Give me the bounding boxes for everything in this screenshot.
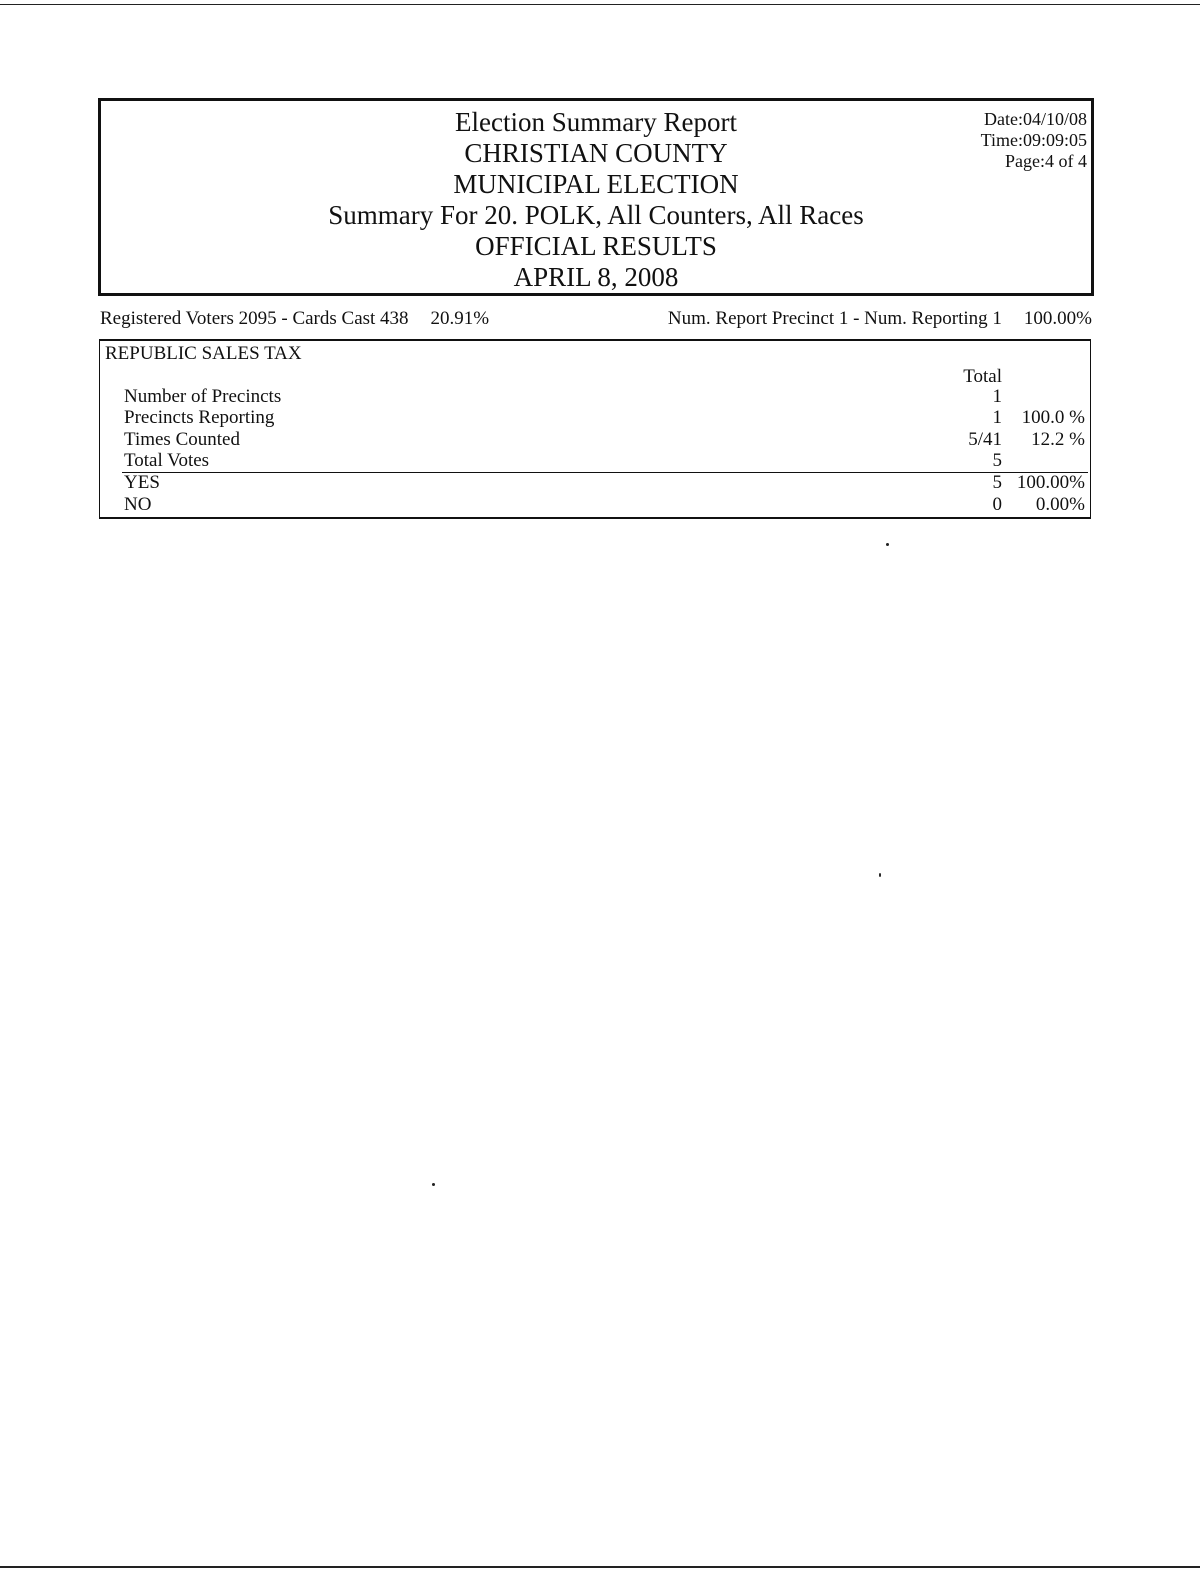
row-value: 1 (992, 407, 1002, 428)
reporting-percent: 100.00% (1023, 308, 1092, 329)
row-label: Number of Precincts (124, 386, 282, 407)
row-label: Total Votes (124, 450, 210, 471)
scan-speck (432, 1183, 435, 1186)
table-row (100, 407, 1090, 428)
turnout-stats (100, 307, 1092, 331)
election-date: APRIL 8, 2008 (513, 262, 679, 292)
table-row (100, 429, 1090, 450)
table-row (100, 386, 1090, 407)
table-row (100, 450, 1090, 471)
turnout-percent: 20.91% (430, 308, 490, 329)
row-percent: 100.00% (1016, 472, 1085, 493)
row-value: 0 (992, 494, 1002, 515)
header-titles (101, 107, 1091, 293)
county-name: CHRISTIAN COUNTY (464, 138, 728, 168)
race-results-box (99, 339, 1091, 519)
top-scan-rule (0, 4, 1200, 5)
row-value: 5 (992, 472, 1002, 493)
report-time: Time:09:09:05 (980, 130, 1087, 150)
header-meta (981, 109, 1087, 172)
registered-cards-text: Registered Voters 2095 - Cards Cast 438 (100, 308, 409, 329)
reporting-text: Num. Report Precinct 1 - Num. Reporting 1 (667, 308, 1002, 329)
row-label: Precincts Reporting (124, 407, 275, 428)
table-row (100, 494, 1090, 515)
row-label: YES (124, 472, 160, 493)
row-percent: 12.2 % (1031, 429, 1085, 450)
bottom-scan-rule (0, 1566, 1200, 1568)
report-header (98, 98, 1094, 296)
results-status: OFFICIAL RESULTS (475, 231, 717, 261)
row-value: 1 (992, 386, 1002, 407)
race-title: REPUBLIC SALES TAX (105, 343, 302, 364)
table-row (100, 472, 1090, 493)
scan-speck (879, 873, 881, 877)
row-label: NO (124, 494, 152, 515)
total-column-header: Total (963, 366, 1002, 387)
scan-speck (886, 543, 889, 546)
row-percent: 0.00% (1035, 494, 1085, 515)
election-name: MUNICIPAL ELECTION (453, 169, 739, 199)
registered-voters (100, 307, 489, 331)
row-value: 5/41 (968, 429, 1002, 450)
report-title: Election Summary Report (455, 107, 737, 137)
precinct-reporting (668, 307, 1092, 331)
summary-line: Summary For 20. POLK, All Counters, All Races (328, 200, 864, 230)
report-date: Date:04/10/08 (984, 109, 1087, 129)
row-value: 5 (992, 450, 1002, 471)
page-number: Page:4 of 4 (1005, 151, 1087, 171)
row-percent: 100.0 % (1021, 407, 1085, 428)
row-label: Times Counted (124, 429, 240, 450)
